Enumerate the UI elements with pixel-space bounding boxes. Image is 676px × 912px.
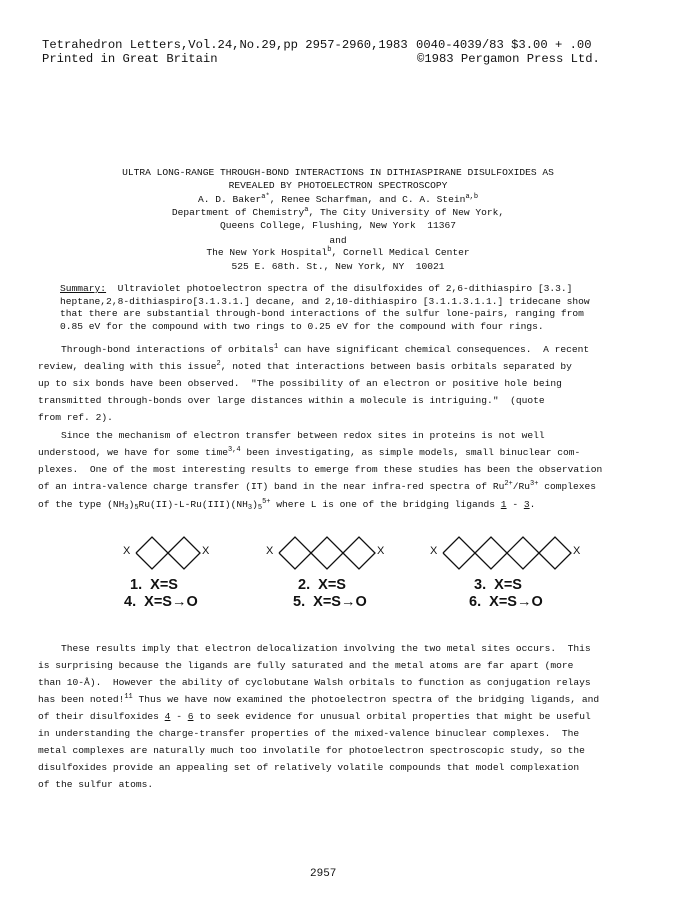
para2-line2: understood, we have for some time$^{3,4}$ been investigating, as simple models, small binuclear com- [38, 446, 581, 458]
summary-label: Summary: [60, 283, 107, 294]
para3-line1: These results imply that electron delocalization involving the two metal sites occurs. This [38, 643, 591, 654]
author-line: A. D. Baker$^{a*}$, Renee Scharfman, and C. A. Stein$^{a,b}$ [197, 193, 479, 205]
para1-line5: from ref. 2). [38, 412, 113, 423]
structure-3-ring-3 [507, 537, 539, 569]
para1-line2: review, dealing with this issue$^2$, noted that interactions between basis orbitals separated by [38, 360, 572, 372]
compound-3-label: 3. X=S [474, 577, 522, 593]
structure-3-ring-2 [475, 537, 507, 569]
para3-line2: is surprising because the ligands are fully saturated and the metal atoms are far apart (more [38, 660, 574, 671]
affiliation-dept: Department of Chemistry$^a$, The City University of New York, [171, 206, 505, 218]
paper-title-line1: ULTRA LONG-RANGE THROUGH-BOND INTERACTIONS IN DITHIASPIRANE DISULFOXIDES AS [122, 167, 554, 178]
compound-5-label: 5. X=S→O [293, 594, 367, 610]
structure-2-x-left: X [266, 545, 274, 557]
affiliation-hospital: The New York Hospital$^b$, Cornell Medical Center [206, 246, 470, 258]
para3-line5: of their disulfoxides 4 - 6 to seek evidence for unusual orbital properties that might be useful [38, 711, 591, 722]
compound-1-label: 1. X=S [130, 577, 178, 593]
compound-4-label: 4. X=S→O [124, 594, 198, 610]
structure-1-x-right: X [202, 545, 210, 557]
para2-line1: Since the mechanism of electron transfer between redox sites in proteins is not well [38, 430, 545, 441]
para2-line3: plexes. One of the most interesting results to emerge from these studies has been the observation [38, 464, 603, 475]
para3-line8: disulfoxides provide an appealing set of relatively volatile compounds that model complexation [38, 762, 580, 773]
para1-line3: up to six bonds have been observed. "The possibility of an electron or positive hole being [38, 378, 562, 389]
structure-3-ring-1 [443, 537, 475, 569]
para3-line3: than 10-Å). However the ability of cyclobutane Walsh orbitals to function as conjugation relays [38, 677, 591, 688]
para3-line7: metal complexes are naturally much too involatile for photoelectron spectroscopic study, so the [38, 745, 585, 756]
summary-line2: heptane,2,8-dithiaspiro[3.1.3.1.] decane, and 2,10-dithiaspiro [3.1.1.3.1.1.] tridecane show [60, 296, 590, 307]
paper-title-line2: REVEALED BY PHOTOELECTRON SPECTROSCOPY [228, 180, 448, 191]
structure-3-ring-4 [539, 537, 571, 569]
journal-citation: Tetrahedron Letters,Vol.24,No.29,pp 2957-2960,1983 [42, 38, 408, 52]
para1-line1: Through-bond interactions of orbitals$^1$ can have significant chemical consequences. A recent [38, 343, 590, 355]
price-code: 0040-4039/83 $3.00 + .00 [416, 38, 592, 52]
structure-2-x-right: X [377, 545, 385, 557]
structure-2-ring-2 [311, 537, 343, 569]
para3-line4: has been noted!$^{11}$ Thus we have now examined the photoelectron spectra of the bridging ligands, and [38, 693, 600, 705]
summary-line1: Summary: Ultraviolet photoelectron spectra of the disulfoxides of 2,6-dithiaspiro [3.3.] [60, 283, 573, 294]
compound-2-label: 2. X=S [298, 577, 346, 593]
structure-2-ring-3 [343, 537, 375, 569]
structure-1-ring-left [136, 537, 168, 569]
affiliation-and: and [329, 235, 347, 246]
para3-line6: in understanding the charge-transfer properties of the mixed-valence binuclear complexes. The [38, 728, 580, 739]
para1-line4: transmitted through-bonds over large distances within a molecule is intriguing." (quote [38, 395, 545, 406]
compound-6-label: 6. X=S→O [469, 594, 543, 610]
copyright: ©1983 Pergamon Press Ltd. [417, 52, 600, 66]
structure-1-ring-right [168, 537, 200, 569]
para2-line5: of the type $(NH_3)_5Ru(II)-L-Ru(III)(NH_3)_5^{5+}$ where L is one of the bridging ligands 1 - 3. [38, 498, 536, 512]
summary-line3: that there are substantial through-bond interactions of the sulfur lone-pairs, ranging from [60, 308, 584, 319]
affiliation-college: Queens College, Flushing, New York 11367 [219, 220, 457, 231]
structure-2-ring-1 [279, 537, 311, 569]
summary-line4: 0.85 eV for the compound with two rings to 0.25 eV for the compound with four rings. [60, 321, 544, 332]
structure-3-x-left: X [430, 545, 438, 557]
printed-in: Printed in Great Britain [42, 52, 218, 66]
structure-3-x-right: X [573, 545, 581, 557]
page-number: 2957 [310, 868, 337, 880]
affiliation-address: 525 E. 68th. St., New York, NY 10021 [231, 261, 445, 272]
structure-1-x-left: X [123, 545, 131, 557]
para3-line9: of the sulfur atoms. [38, 779, 154, 790]
para2-line4: of an intra-valence charge transfer (IT) band in the near infra-red spectra of $Ru^{2+}/Ru^{3+}$ complexes [38, 480, 597, 492]
